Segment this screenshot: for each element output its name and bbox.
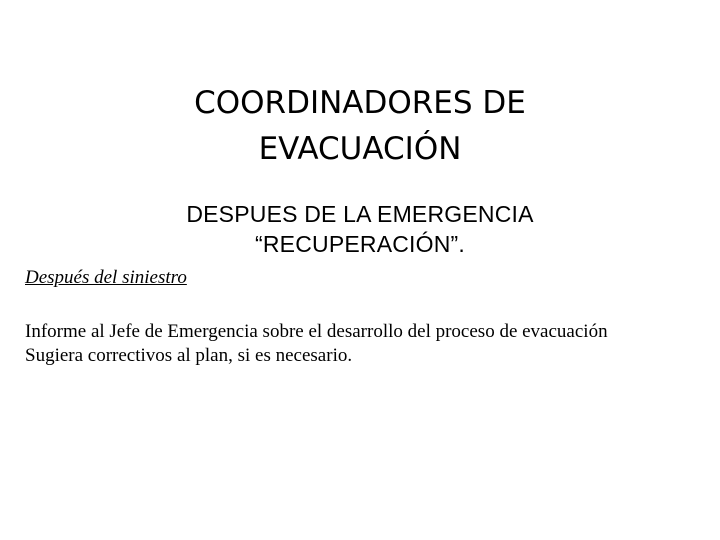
slide-title-line-2: EVACUACIÓN	[258, 131, 462, 167]
slide-title	[120, 80, 600, 172]
slide-subtitle-line-1: DESPUES DE LA EMERGENCIA	[186, 201, 534, 227]
section-heading: Después del siniestro	[25, 267, 187, 288]
slide-title-line-1: COORDINADORES DE	[194, 85, 526, 121]
slide-subtitle	[90, 199, 630, 259]
body-list-item: Informe al Jefe de Emergencia sobre el desarrollo del proceso de evacuación	[25, 321, 608, 342]
body-list	[25, 320, 695, 368]
slide-subtitle-line-2: “RECUPERACIÓN”.	[254, 231, 465, 257]
body-list-item: Sugiera correctivos al plan, si es necesario.	[25, 345, 353, 366]
